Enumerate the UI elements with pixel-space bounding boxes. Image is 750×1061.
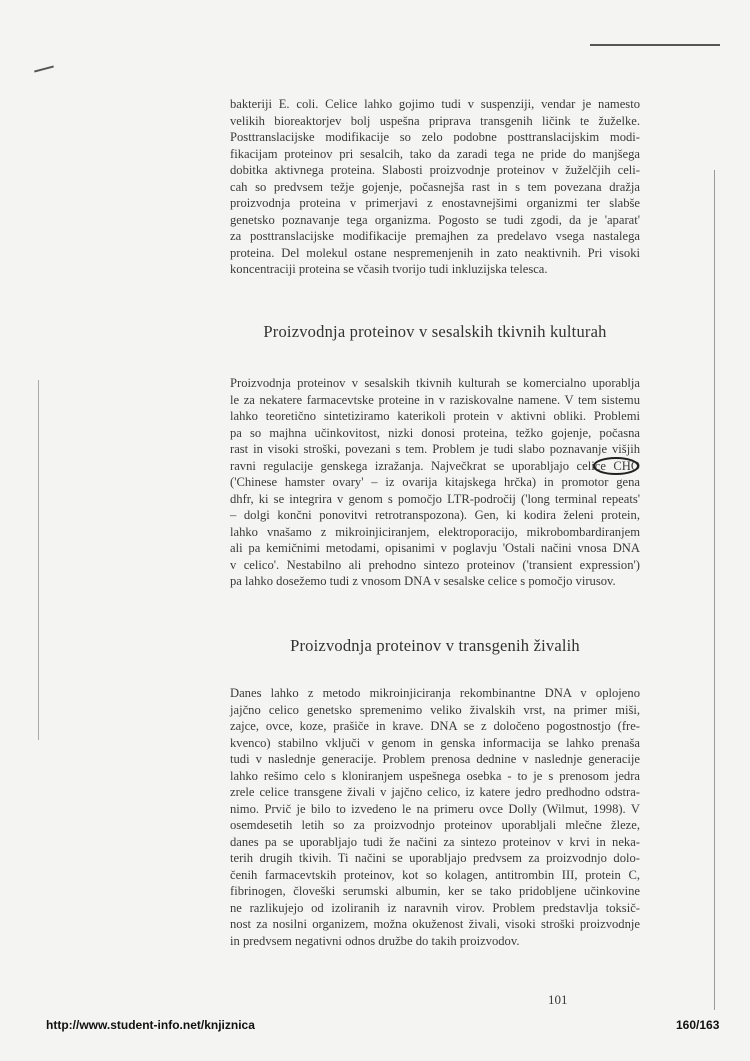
text-line: proizvodnja proteina v primerjavi z enostavnejšimi organizmi ter slabše: [230, 196, 640, 210]
text-line: fibrinogen, človeški serumski albumin, ker se tako pridobljene učinkovine: [230, 884, 640, 898]
text-line: zrele celice transgene živali v jajčno celico, iz katere jedro predhodno odstra-: [230, 785, 640, 799]
text-line: – dolgi končni ponovitvi retrotranspozona). Gen, ki kodira želeni protein,: [230, 508, 640, 522]
text-line: terih drugih tkivih. Ti načini se uporabljajo predvsem za proizvodnjo dolo-: [230, 851, 640, 865]
text-line: nimo. Prvič je bilo to izvedeno le na primeru ovce Dolly (Wilmut, 1998). V: [230, 801, 640, 816]
text-line: ('Chinese hamster ovary' – iz ovarija kitajskega hrčka) in promotor gena: [230, 475, 640, 489]
text-line: danes pa se uporabljajo tudi že načini za sintezo proteinov v krvi in neka-: [230, 834, 640, 849]
paragraph-insect-cells: [230, 96, 640, 278]
text-line: ravni regulacije genskega izražanja. Največkrat se uporabljajo celice CHO: [230, 458, 640, 473]
text-line: zajce, ovce, koze, prašiče in krave. DNA se z določeno pogostnostjo (fre-: [230, 719, 640, 733]
footer-url[interactable]: http://www.student-info.net/knjiznica: [46, 1018, 255, 1032]
scan-edge-right: [714, 170, 715, 1010]
scan-mark-top-left: [34, 65, 54, 72]
section-heading-transgenic-animals: Proizvodnja proteinov v transgenih živalih: [290, 636, 580, 655]
text-line: bakteriji E. coli. Celice lahko gojimo tudi v suspenziji, vendar je namesto: [230, 97, 640, 111]
section-heading-mammalian-cultures: Proizvodnja proteinov v sesalskih tkivnih kulturah: [263, 322, 607, 341]
text-line: za posttranslacijske modifikacije premajhen za predelavo vsega nastalega: [230, 229, 640, 243]
text-line: rast in visoki stroški, povezani s tem. Problem je tudi slabo poznavanje višjih: [230, 442, 640, 456]
text-line: ali pa kemičnimi metodami, opisanimi v poglavju 'Ostali načini vnosa DNA: [230, 541, 640, 555]
text-line: ne razlikujejo od izoliranih iz naravnih virov. Problem predstavlja toksič-: [230, 900, 640, 915]
text-line: le za nekatere farmacevtske proteine in v raziskovalne namene. V tem sistemu: [230, 392, 640, 407]
handwritten-circle-cho: [592, 456, 640, 476]
text-line: koncentraciji proteina se včasih tvorijo tudi inkluzijska telesca.: [230, 262, 548, 276]
text-line: v celico'. Nestabilno ali prehodno sintezo proteinov ('transient expression'): [230, 557, 640, 572]
text-line: pa so majhna učinkovitost, nizki donosi proteina, težko gojenje, počasna: [230, 425, 640, 440]
text-line: in predvsem negativni odnos družbe do takih proizvodov.: [230, 933, 520, 948]
footer-page-count: 160/163: [676, 1018, 720, 1032]
text-line: tudi v naslednje generacije. Problem prenosa dednine v naslednje generacije: [230, 752, 640, 766]
text-line: kvenco) stabilno vključi v genom in genska informacija se lahko prenaša: [230, 735, 640, 750]
text-line: Posttranslacijske modifikacije so zelo podobne posttranslacijskim modi-: [230, 130, 640, 144]
text-line: cah so predvsem težje gojenje, počasnejša rast in s tem povezana dražja: [230, 179, 640, 194]
text-line: dobitka aktivnega proteina. Slabosti proizvodnje proteinov v žuželčjih celi-: [230, 163, 640, 177]
text-line: nost za nosilni organizem, možna okuženost živali, visoki stroški proizvodnje: [230, 917, 640, 931]
text-line: fikacijam proteinov pri sesalcih, tako da zaradi tega ne pride do manjšega: [230, 146, 640, 161]
paragraph-transgenic-animals: [230, 685, 640, 949]
scan-edge-left: [38, 380, 39, 740]
text-line: genetsko poznavanje tega organizma. Pogosto se tudi zgodi, da je 'aparat': [230, 212, 640, 227]
page-number: 101: [548, 992, 568, 1007]
text-line: velikih bioreaktorjev bolj uspešna priprava transgenih ličink te žuželke.: [230, 113, 640, 128]
text-line: lahko teoretično sintetiziramo katerikoli protein v aktivni obliki. Problemi: [230, 409, 640, 423]
text-line: lahko rešimo celo s kloniranjem uspešnega osebka - to je s prenosom jedra: [230, 768, 640, 783]
text-line: Danes lahko z metodo mikroinjiciranja rekombinantne DNA v oplojeno: [230, 686, 640, 700]
text-line: jajčno celico genetsko spremenimo veliko živalskih vrst, na primer miši,: [230, 702, 640, 717]
text-line: pa lahko dosežemo tudi z vnosom DNA v sesalske celice s pomočjo virusov.: [230, 574, 616, 588]
text-line: lahko vnašamo z mikroinjiciranjem, elektroporacijo, mikrobombardiranjem: [230, 524, 640, 539]
text-line: čenih farmacevtskih proteinov, kot so kolagen, antitrombin III, protein C,: [230, 867, 640, 882]
text-line: Proizvodnja proteinov v sesalskih tkivnih kulturah se komercialno uporablja: [230, 376, 640, 390]
paragraph-mammalian-cultures: [230, 375, 640, 590]
scan-mark-top-right: [590, 44, 720, 46]
text-line: dhfr, ki se integrira v genom s pomočjo LTR-področij ('long terminal repeats': [230, 491, 640, 506]
text-line: osemdesetih letih so za proizvodnjo proteinov uporabljali mlečne žleze,: [230, 818, 640, 832]
text-line: proteina. Del molekul ostane nespremenjenih in zato neaktivnih. Pri visoki: [230, 245, 640, 260]
